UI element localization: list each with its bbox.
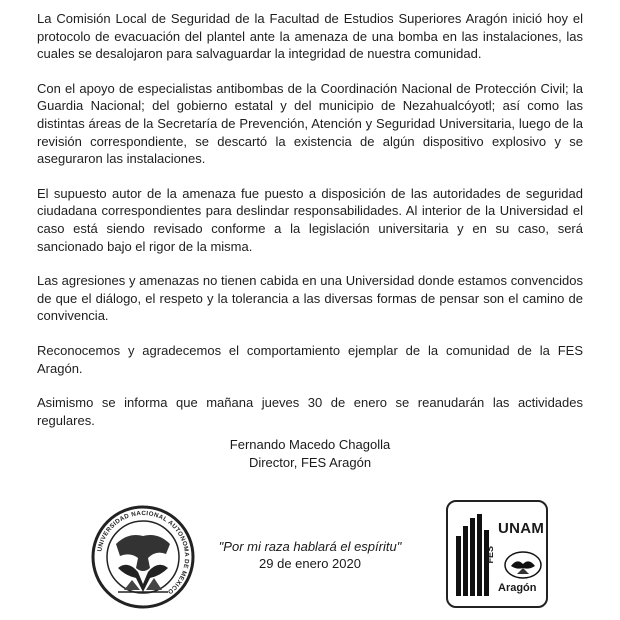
seal-ring-text: UNIVERSIDAD NACIONAL AUTONOMA DE MEXICO xyxy=(96,509,191,596)
fes-logo-fes-text: FES xyxy=(485,546,495,564)
document-date: 29 de enero 2020 xyxy=(259,556,361,571)
fes-logo-unam-text: UNAM xyxy=(498,520,545,537)
fes-aragon-logo-icon xyxy=(446,500,548,608)
paragraph-5: Reconocemos y agradecemos el comportamiento ejemplar de la comunidad de la FES Aragón. xyxy=(37,342,583,376)
paragraph-2: Con el apoyo de especialistas antibombas de la Coordinación Nacional de Protección Civil; la Guardia Nacional; del gobierno estatal y del municipio de Nezahualcóyotl; así como las distintas áreas de la Secretaría de Prevención, Atención y Seguridad Universitaria, luego de la revisión correspondiente, se descartó la existencia de algún dispositivo explosivo y se aseguraron las instalaciones. xyxy=(37,80,583,167)
motto-text: "Por mi raza hablará el espíritu" xyxy=(218,539,402,554)
paragraph-6: Asimismo se informa que mañana jueves 30 de enero se reanudarán las actividades regulares. xyxy=(37,395,583,428)
paragraph-4: Las agresiones y amenazas no tienen cabida en una Universidad donde estamos convencidos de que el diálogo, el respeto y la tolerancia a las diversas formas de pensar son el camino de convivencia. xyxy=(37,273,583,324)
footer-motto-block xyxy=(180,538,440,572)
fes-mini-seal-icon xyxy=(503,550,543,580)
paragraph-3: El supuesto autor de la amenaza fue puesto a disposición de las autoridades de seguridad ciudadana correspondientes para deslindar responsabilidades. Al interior de la Universidad el caso está siendo revisado conforme a la legislación universitaria y en su caso, será sancionado bajo el rigor de la misma. xyxy=(37,185,583,254)
signatory-title: Director, FES Aragón xyxy=(248,454,372,470)
signatory-name: Fernando Macedo Chagolla xyxy=(229,437,391,452)
signature-block xyxy=(0,436,620,471)
paragraph-1: La Comisión Local de Seguridad de la Facultad de Estudios Superiores Aragón inició hoy el protocolo de evacuación del plantel ante la amenaza de una bomba en las instalaciones, las cuales se desalojaron para salvaguardar la integridad de nuestra comunidad. xyxy=(37,11,583,62)
fes-logo-aragon-text: Aragón xyxy=(498,582,537,594)
statement-body xyxy=(37,10,583,446)
